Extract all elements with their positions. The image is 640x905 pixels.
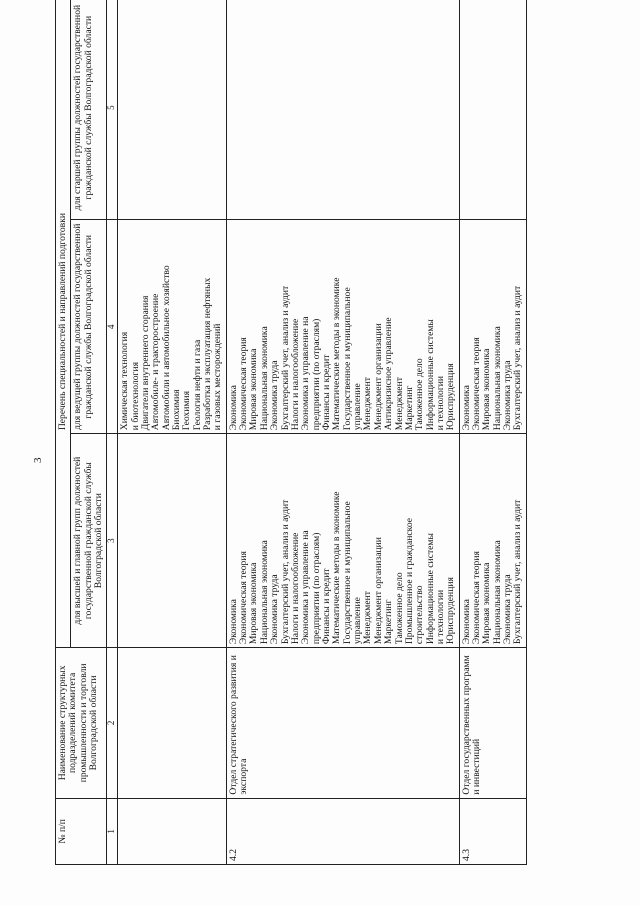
header-num: № п/п (56, 798, 107, 864)
cell-highest (118, 434, 227, 648)
specialty-item: Таможенное дело (393, 572, 405, 645)
cell-leading (459, 220, 526, 434)
row-unit: Отдел стратегического развития и экспорта (226, 648, 459, 798)
specialty-item: Национальная экономика (491, 540, 503, 645)
specialty-item: Экономическая теория (471, 551, 483, 645)
specialty-item: Автомобили и автомобильное хозяйство (160, 265, 172, 431)
specialty-item: Разработка и эксплуатация нефтяных (202, 277, 214, 431)
cell-leading-list (462, 223, 524, 430)
specialty-item: Экономика труда (269, 574, 281, 645)
specialty-item: Мировая экономика (248, 348, 260, 431)
specialty-item: Экономика труда (269, 360, 281, 431)
header-leading: для ведущей группы должностей государственной гражданской службы Волгоградской области (71, 220, 107, 434)
table-row (459, 0, 526, 865)
specialty-item: Биохимия (170, 389, 182, 431)
cell-highest-list (462, 437, 524, 644)
specialty-item: Антикризисное управление (383, 317, 395, 431)
specialty-item: Бухгалтерский учет, анализ и аудит (512, 499, 524, 645)
specialty-item: и технологии (434, 375, 446, 431)
specialty-item: Математические методы в экономике (331, 277, 343, 431)
specialty-item: Экономическая теория (471, 337, 483, 431)
specialty-item: Экономика и управление на (300, 316, 312, 431)
specialty-item: Национальная экономика (258, 540, 270, 645)
header-highest: для высшей и главной групп должностей государственной гражданской службы Волгоградской области (71, 434, 107, 648)
specialty-item: Химическая технология (119, 331, 131, 431)
specialty-item: предприятии (по отраслям) (310, 532, 322, 645)
specialty-item: Экономика труда (502, 574, 514, 645)
specialty-item: Налоги и налогообложение (289, 318, 301, 431)
cell-senior (226, 0, 459, 220)
specialty-item: Маркетинг (403, 385, 415, 431)
index-cell: 1 (107, 798, 118, 864)
specialty-item: Менеджмент (362, 377, 374, 431)
cell-senior (118, 0, 227, 220)
specialty-item: управление (352, 597, 364, 645)
row-number: 4.2 (226, 798, 459, 864)
specialty-item: Экономика (460, 385, 472, 431)
specialty-item: Финансы и кредит (320, 354, 332, 431)
header-unit: Наименование структурных подразделений комитета промышленности и торговли Волгоградской области (56, 648, 107, 798)
specialty-item: Информационные системы (424, 533, 436, 645)
specialty-item: Экономическая теория (238, 551, 250, 645)
specialty-item: Промышленное и гражданское (403, 517, 415, 645)
specialty-item: Юриспруденция (445, 363, 457, 431)
page-number: 3 (32, 457, 44, 463)
specialties-table (55, 0, 527, 865)
specialty-item: Маркетинг (383, 599, 395, 645)
table-row (226, 0, 459, 865)
cell-leading-list (120, 223, 224, 430)
cell-leading-list (229, 223, 457, 430)
specialty-item: Менеджмент организации (372, 323, 384, 431)
specialty-item: управление (352, 383, 364, 431)
specialty-item: Автомобиле- и тракторостроение (150, 293, 162, 431)
index-cell: 5 (107, 0, 118, 220)
cell-leading (226, 220, 459, 434)
header-group: Перечень специальностей и направлений подготовки (56, 0, 71, 648)
specialty-item: Математические методы в экономике (331, 491, 343, 645)
specialty-item: и технологии (434, 589, 446, 645)
specialty-item: и биотехнология (129, 361, 141, 431)
specialty-item: Юриспруденция (445, 577, 457, 645)
specialty-item: Финансы и кредит (320, 568, 332, 645)
index-row (107, 0, 118, 865)
specialty-item: и газовых месторождений (212, 323, 224, 431)
specialty-item: Экономика (460, 599, 472, 645)
specialty-item: Экономика (227, 599, 239, 645)
specialty-item: Экономическая теория (238, 337, 250, 431)
specialty-item: Экономика труда (502, 360, 514, 431)
specialty-item: Бухгалтерский учет, анализ и аудит (279, 285, 291, 431)
row-number: 4.3 (459, 798, 526, 864)
specialty-item: Национальная экономика (491, 326, 503, 431)
specialty-item: Экономика (227, 385, 239, 431)
specialty-item: Мировая экономика (481, 562, 493, 645)
specialty-item: Мировая экономика (481, 348, 493, 431)
cell-highest (226, 434, 459, 648)
header-senior: для старшей группы должностей государственной гражданской службы Волгоградской области (71, 0, 107, 220)
cell-leading (118, 220, 227, 434)
index-cell: 2 (107, 648, 118, 798)
row-number (118, 798, 227, 864)
specialty-item: строительство (414, 585, 426, 645)
specialty-item: Бухгалтерский учет, анализ и аудит (512, 285, 524, 431)
specialty-item: Таможенное дело (414, 358, 426, 431)
specialty-item: Менеджмент (393, 377, 405, 431)
specialty-item: Информационные системы (424, 319, 436, 431)
specialty-item: Геохимия (181, 391, 193, 431)
specialty-item: Национальная экономика (258, 326, 270, 431)
specialty-item: Двигатели внутреннего сгорания (139, 295, 151, 431)
cell-highest-list (229, 437, 457, 644)
index-cell: 4 (107, 220, 118, 434)
specialty-item: Государственное и муниципальное (341, 287, 353, 431)
row-unit: Отдел государственных программ и инвестиций (459, 648, 526, 798)
specialty-item: Государственное и муниципальное (341, 501, 353, 645)
specialty-item: Менеджмент (362, 591, 374, 645)
cell-senior (459, 0, 526, 220)
index-cell: 3 (107, 434, 118, 648)
specialty-item: Мировая экономика (248, 562, 260, 645)
specialty-item: Экономика и управление на (300, 530, 312, 645)
specialty-item: предприятии (по отраслям) (310, 318, 322, 431)
table-row (118, 0, 227, 865)
row-unit (118, 648, 227, 798)
specialty-item: Налоги и налогообложение (289, 532, 301, 645)
specialty-item: Геология нефти и газа (191, 339, 203, 431)
table-body (118, 0, 527, 865)
specialty-item: Бухгалтерский учет, анализ и аудит (279, 499, 291, 645)
cell-highest (459, 434, 526, 648)
specialty-item: Менеджмент организации (372, 537, 384, 645)
